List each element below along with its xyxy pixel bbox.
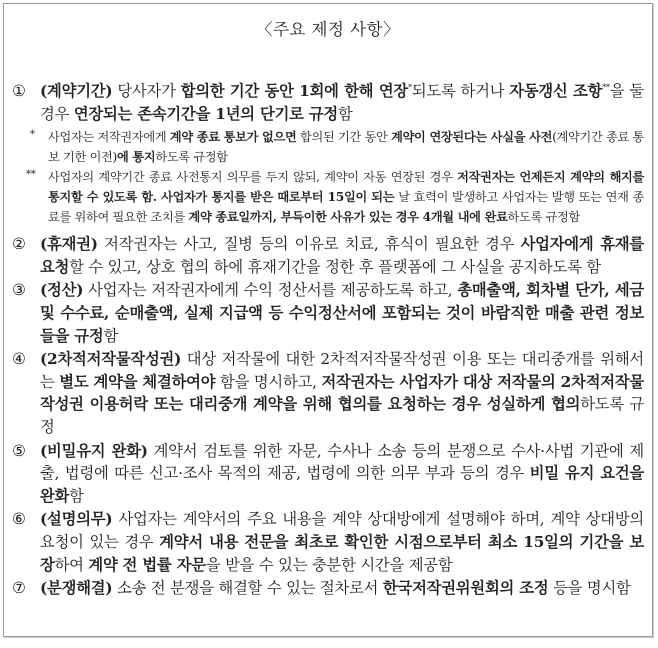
provisions-list <box>12 80 644 601</box>
bold-text: (비밀유지 완화) <box>40 441 148 460</box>
text-segment: 사업자는 저작권자에게 수익 정산서를 제공하도록 하고, <box>83 281 458 300</box>
item-number: ⑥ <box>12 510 26 529</box>
bold-text: (휴재권) <box>40 235 98 254</box>
text-segment: 날 효력이 발생하고 사업자는 발행 또는 연재 종료를 위하여 필요한 조치를 <box>48 190 644 225</box>
provision-item <box>12 233 644 278</box>
text-segment: 하도록 규정 <box>40 395 644 436</box>
bold-text: (계약기간) <box>40 82 113 100</box>
text-segment: 하여 <box>54 555 89 574</box>
bold-text: 한국저작권위원회의 조정 <box>382 579 549 598</box>
text-segment: 저작권자는 사고, 질병 등의 이유로 치료, 휴식이 필요한 경우 <box>97 235 521 254</box>
bold-text: 별도 계약을 체결하여야 <box>59 372 216 391</box>
provision-item <box>12 440 644 508</box>
provision-item <box>12 279 644 347</box>
text-segment: 함 <box>69 486 84 505</box>
bold-text: 계약이 연장된다는 사실을 사전 <box>391 130 553 145</box>
bold-text: 자동갱신 조항 <box>509 82 603 100</box>
bold-text: 총매출액, 회차별 단가, 세금 및 수수료, 순매출액, 실제 지급액 등 수익정산서에 포함되는 것이 바람직한 매출 관련 정보들을 규정 <box>40 281 644 345</box>
text-segment: 을 받을 수 있는 충분한 시간을 제공함 <box>205 555 453 574</box>
text-segment: 합의된 기간 동안 <box>296 130 392 145</box>
text-segment: 함을 명시하고, <box>215 372 322 391</box>
footnote <box>12 127 644 167</box>
text-segment: 사업자는 계약서의 주요 내용을 계약 상대방에게 설명해야 하며, 계약 상대방의 요청이 있는 경우 <box>40 510 644 551</box>
text-segment: 함 <box>338 104 353 123</box>
provision-item <box>12 508 644 576</box>
bold-text: 계약서 내용 전문을 최초로 확인한 시점으로부터 최소 15일의 기간을 보장 <box>40 532 645 574</box>
text-segment: 되도록 하거나 <box>411 82 510 100</box>
bold-text: 계약 종료일까지, 부득이한 사유가 있는 경우 4개월 내에 완료 <box>188 210 508 225</box>
text-segment: 함 <box>103 326 119 345</box>
item-number: ① <box>12 82 26 100</box>
text-segment: 하도록 규정함 <box>155 150 228 165</box>
footnote-mark: ** <box>602 83 610 92</box>
bold-text: 연장되는 존속기간을 1년의 단기로 규정 <box>73 104 339 123</box>
provision-item <box>12 577 644 600</box>
footnote <box>12 167 644 227</box>
text-segment: 을 둘 경우 <box>40 82 644 123</box>
bold-text: 합의한 기간 동안 1회에 한해 연장 <box>180 82 408 100</box>
bold-text: (설명의무) <box>40 510 113 529</box>
document-title: 〈주요 제정 사항〉 <box>255 20 401 39</box>
item-number: ② <box>12 235 26 254</box>
bold-text: (분쟁해결) <box>40 579 113 598</box>
bold-text: 계약 종료 통보가 없으면 <box>169 130 297 145</box>
text-segment: 할 수 있고, 상호 협의 하에 휴재기간을 정한 후 플랫폼에 그 사실을 공지하도록 함 <box>69 257 601 276</box>
bold-text: 저작권자는 사업자가 대상 저작물의 2차적저작물작성권 이용허락 또는 대리중개 계약을 위해 협의를 요청하는 경우 성실하게 협의 <box>40 372 644 414</box>
item-number: ④ <box>12 350 26 369</box>
item-number: ⑦ <box>12 579 26 598</box>
bold-text: 에 통지 <box>116 150 156 165</box>
text-segment: 사업자의 계약기간 종료 사전통지 의무를 두지 않되, 계약이 자동 연장된 경우 <box>48 170 458 185</box>
provision-item <box>12 80 644 125</box>
document-box <box>3 3 653 637</box>
bold-text: 비밀 유지 요건을 완화 <box>40 464 644 505</box>
bold-text: 사업자에게 휴재를 요청 <box>40 235 644 276</box>
bold-text: 저작권자는 언제든지 계약의 해지를 통지할 수 있도록 함. 사업자가 통지를 받은 때로부터 15일이 되는 <box>48 170 644 205</box>
text-segment: 계약서 검토를 위한 자문, 수사나 소송 등의 분쟁으로 수사·사법 기관에 제출, 법령에 따른 신고·조사 목적의 제공, 법령에 의한 의무 부과 등의 경우 <box>40 441 644 483</box>
bold-text: 계약 전 법률 자문 <box>88 555 206 574</box>
item-number: ⑤ <box>12 441 26 460</box>
provision-item <box>12 348 644 438</box>
text-segment: 사업자는 저작권자에게 <box>48 130 170 145</box>
text-segment: 등을 명시함 <box>548 579 631 598</box>
bold-text: (정산) <box>40 281 84 300</box>
bold-text: (2차적저작물작성권) <box>40 350 182 369</box>
text-segment: (계약기간 종료 통보 기한 이전) <box>48 130 645 165</box>
footnote-mark: * <box>408 83 412 92</box>
text-segment: 소송 전 분쟁을 해결할 수 있는 절차로서 <box>112 579 383 598</box>
footnote-marker: * <box>30 129 35 141</box>
text-segment: 당사자가 <box>112 82 181 100</box>
item-number: ③ <box>12 281 26 300</box>
text-segment: 하도록 규정함 <box>507 210 580 225</box>
footnotes <box>12 127 644 227</box>
footnote-marker: ** <box>26 169 36 181</box>
text-segment: 대상 저작물에 대한 2차적저작물작성권 이용 또는 대리중개를 위해서는 <box>40 350 644 391</box>
